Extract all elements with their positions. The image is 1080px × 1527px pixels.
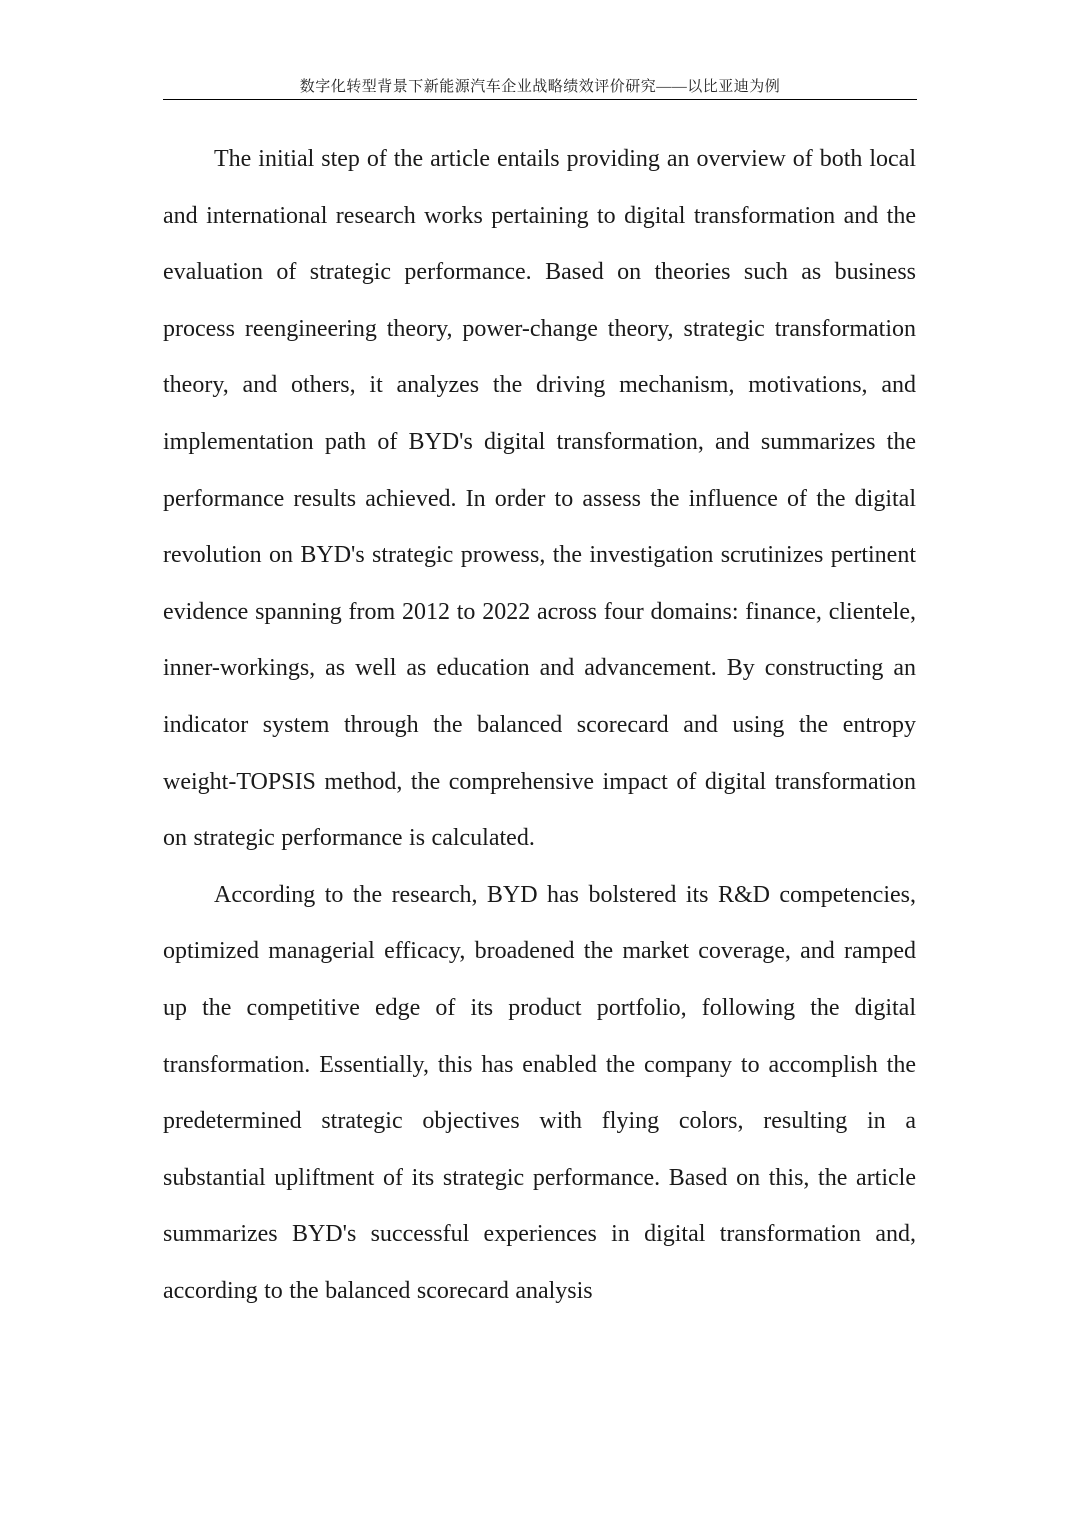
header-rule [163, 99, 917, 100]
paragraph-1: The initial step of the article entails providing an overview of both local and international research works pertaining to digital transformation and the evaluation of strategic performance. Based on theories such as business process reengineering theory, power-change theory, strategic transformation theory, and others, it analyzes the driving mechanism, motivations, and implementation path of BYD's digital transformation, and summarizes the performance results achieved. In order to assess the influence of the digital revolution on BYD's strategic prowess, the investigation scrutinizes pertinent evidence spanning from 2012 to 2022 across four domains: finance, clientele, inner-workings, as well as education and advancement. By constructing an indicator system through the balanced scorecard and using the entropy weight-TOPSIS method, the comprehensive impact of digital transformation on strategic performance is calculated. [163, 146, 916, 852]
running-header: 数字化转型背景下新能源汽车企业战略绩效评价研究——以比亚迪为例 [299, 79, 781, 95]
paragraph-2: According to the research, BYD has bolstered its R&D competencies, optimized managerial efficacy, broadened the market coverage, and ramped up the competitive edge of its product portfolio, following the digital transformation. Essentially, this has enabled the company to accomplish the predetermined strategic objectives with flying colors, resulting in a substantial upliftment of its strategic performance. Based on this, the article summarizes BYD's successful experiences in digital transformation and, according to the balanced scorecard analysis [163, 881, 916, 1304]
body-text [163, 131, 916, 1319]
